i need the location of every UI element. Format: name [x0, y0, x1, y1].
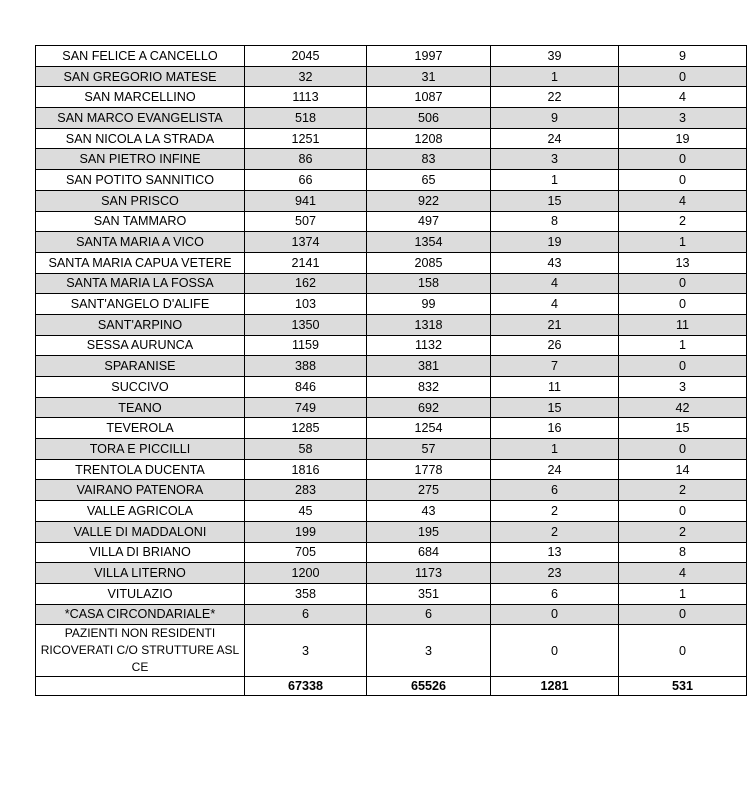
total-cell-3: 1281: [491, 677, 619, 696]
value-cell-4: 0: [619, 604, 747, 625]
value-cell-2: 351: [367, 583, 491, 604]
value-cell-3: 9: [491, 108, 619, 129]
value-cell-1: 941: [245, 190, 367, 211]
value-cell-2: 684: [367, 542, 491, 563]
value-cell-3: 1: [491, 66, 619, 87]
table-row: [36, 273, 747, 294]
value-cell-2: 83: [367, 149, 491, 170]
value-cell-3: 2: [491, 521, 619, 542]
value-cell-2: 6: [367, 604, 491, 625]
value-cell-4: 19: [619, 128, 747, 149]
value-cell-3: 15: [491, 190, 619, 211]
value-cell-2: 922: [367, 190, 491, 211]
value-cell-3: 7: [491, 356, 619, 377]
value-cell-4: 1: [619, 335, 747, 356]
value-cell-4: 0: [619, 273, 747, 294]
value-cell-2: 43: [367, 501, 491, 522]
table-row: [36, 625, 747, 677]
table-row: [36, 563, 747, 584]
municipality-cell: SAN GREGORIO MATESE: [36, 66, 245, 87]
municipality-cell: SAN TAMMARO: [36, 211, 245, 232]
total-cell-1: 67338: [245, 677, 367, 696]
value-cell-1: 45: [245, 501, 367, 522]
value-cell-4: 2: [619, 480, 747, 501]
value-cell-1: 1350: [245, 314, 367, 335]
table-row: [36, 521, 747, 542]
municipality-cell: SANTA MARIA CAPUA VETERE: [36, 252, 245, 273]
municipality-cell: SUCCIVO: [36, 377, 245, 398]
municipality-cell: SAN PIETRO INFINE: [36, 149, 245, 170]
value-cell-3: 23: [491, 563, 619, 584]
value-cell-2: 195: [367, 521, 491, 542]
value-cell-1: 1200: [245, 563, 367, 584]
value-cell-4: 1: [619, 232, 747, 253]
municipality-cell: SAN MARCELLINO: [36, 87, 245, 108]
value-cell-2: 1318: [367, 314, 491, 335]
value-cell-4: 3: [619, 377, 747, 398]
value-cell-1: 1285: [245, 418, 367, 439]
value-cell-1: 705: [245, 542, 367, 563]
value-cell-3: 43: [491, 252, 619, 273]
value-cell-3: 11: [491, 377, 619, 398]
table-row: [36, 190, 747, 211]
municipality-cell: VILLA DI BRIANO: [36, 542, 245, 563]
municipality-cell: SPARANISE: [36, 356, 245, 377]
value-cell-3: 26: [491, 335, 619, 356]
table-row: [36, 542, 747, 563]
value-cell-2: 1354: [367, 232, 491, 253]
value-cell-4: 0: [619, 439, 747, 460]
value-cell-4: 0: [619, 149, 747, 170]
value-cell-2: 506: [367, 108, 491, 129]
value-cell-2: 275: [367, 480, 491, 501]
table-row: [36, 459, 747, 480]
municipality-cell: SANT'ANGELO D'ALIFE: [36, 294, 245, 315]
value-cell-2: 1087: [367, 87, 491, 108]
table-row: [36, 294, 747, 315]
value-cell-3: 4: [491, 273, 619, 294]
value-cell-3: 24: [491, 128, 619, 149]
municipality-cell: SANTA MARIA LA FOSSA: [36, 273, 245, 294]
table-row: [36, 149, 747, 170]
value-cell-4: 9: [619, 46, 747, 67]
value-cell-3: 1: [491, 439, 619, 460]
value-cell-4: 4: [619, 87, 747, 108]
value-cell-4: 0: [619, 625, 747, 677]
value-cell-2: 692: [367, 397, 491, 418]
totals-row: [36, 677, 747, 696]
value-cell-1: 6: [245, 604, 367, 625]
value-cell-3: 16: [491, 418, 619, 439]
municipality-cell: SESSA AURUNCA: [36, 335, 245, 356]
value-cell-2: 158: [367, 273, 491, 294]
value-cell-2: 2085: [367, 252, 491, 273]
table-row: [36, 314, 747, 335]
table-row: [36, 480, 747, 501]
value-cell-1: 1113: [245, 87, 367, 108]
value-cell-2: 65: [367, 170, 491, 191]
municipality-cell: TRENTOLA DUCENTA: [36, 459, 245, 480]
value-cell-4: 13: [619, 252, 747, 273]
value-cell-4: 42: [619, 397, 747, 418]
value-cell-4: 0: [619, 501, 747, 522]
value-cell-3: 1: [491, 170, 619, 191]
value-cell-3: 39: [491, 46, 619, 67]
value-cell-1: 86: [245, 149, 367, 170]
municipality-cell: SAN POTITO SANNITICO: [36, 170, 245, 191]
municipality-cell: VALLE AGRICOLA: [36, 501, 245, 522]
value-cell-4: 4: [619, 190, 747, 211]
municipality-cell: VITULAZIO: [36, 583, 245, 604]
municipality-cell: SANT'ARPINO: [36, 314, 245, 335]
municipality-cell: SANTA MARIA A VICO: [36, 232, 245, 253]
value-cell-3: 2: [491, 501, 619, 522]
value-cell-3: 6: [491, 583, 619, 604]
value-cell-1: 103: [245, 294, 367, 315]
value-cell-1: 749: [245, 397, 367, 418]
value-cell-1: 58: [245, 439, 367, 460]
value-cell-3: 21: [491, 314, 619, 335]
table-row: [36, 252, 747, 273]
municipality-cell: SAN NICOLA LA STRADA: [36, 128, 245, 149]
value-cell-4: 11: [619, 314, 747, 335]
table-row: [36, 583, 747, 604]
value-cell-1: 1251: [245, 128, 367, 149]
table-row: [36, 46, 747, 67]
value-cell-3: 13: [491, 542, 619, 563]
value-cell-1: 1816: [245, 459, 367, 480]
value-cell-3: 15: [491, 397, 619, 418]
value-cell-1: 507: [245, 211, 367, 232]
value-cell-3: 4: [491, 294, 619, 315]
value-cell-1: 32: [245, 66, 367, 87]
table-body: [36, 46, 747, 696]
municipality-cell: TEVEROLA: [36, 418, 245, 439]
value-cell-1: 2141: [245, 252, 367, 273]
value-cell-3: 24: [491, 459, 619, 480]
value-cell-1: 199: [245, 521, 367, 542]
value-cell-4: 8: [619, 542, 747, 563]
municipality-cell: SAN MARCO EVANGELISTA: [36, 108, 245, 129]
value-cell-1: 1374: [245, 232, 367, 253]
municipality-cell: VAIRANO PATENORA: [36, 480, 245, 501]
value-cell-2: 1997: [367, 46, 491, 67]
value-cell-4: 0: [619, 294, 747, 315]
value-cell-4: 0: [619, 66, 747, 87]
table-row: [36, 356, 747, 377]
value-cell-4: 1: [619, 583, 747, 604]
table-row: [36, 418, 747, 439]
municipality-cell: PAZIENTI NON RESIDENTI RICOVERATI C/O STRUTTURE ASL CE: [36, 625, 245, 677]
value-cell-2: 3: [367, 625, 491, 677]
value-cell-2: 99: [367, 294, 491, 315]
value-cell-2: 381: [367, 356, 491, 377]
value-cell-1: 358: [245, 583, 367, 604]
value-cell-4: 4: [619, 563, 747, 584]
value-cell-4: 14: [619, 459, 747, 480]
table-row: [36, 232, 747, 253]
value-cell-1: 846: [245, 377, 367, 398]
value-cell-4: 15: [619, 418, 747, 439]
value-cell-3: 19: [491, 232, 619, 253]
value-cell-1: 3: [245, 625, 367, 677]
table-row: [36, 170, 747, 191]
value-cell-2: 1208: [367, 128, 491, 149]
value-cell-1: 518: [245, 108, 367, 129]
value-cell-3: 0: [491, 625, 619, 677]
value-cell-1: 66: [245, 170, 367, 191]
municipality-cell: VALLE DI MADDALONI: [36, 521, 245, 542]
value-cell-1: 388: [245, 356, 367, 377]
value-cell-2: 1254: [367, 418, 491, 439]
total-cell-4: 531: [619, 677, 747, 696]
municipality-cell: TORA E PICCILLI: [36, 439, 245, 460]
table-row: [36, 501, 747, 522]
municipality-cell: TEANO: [36, 397, 245, 418]
value-cell-1: 1159: [245, 335, 367, 356]
table-row: [36, 108, 747, 129]
value-cell-1: 2045: [245, 46, 367, 67]
table-row: [36, 66, 747, 87]
table-row: [36, 604, 747, 625]
value-cell-3: 6: [491, 480, 619, 501]
municipality-cell: SAN PRISCO: [36, 190, 245, 211]
value-cell-2: 497: [367, 211, 491, 232]
value-cell-3: 22: [491, 87, 619, 108]
table-row: [36, 87, 747, 108]
value-cell-4: 2: [619, 211, 747, 232]
value-cell-4: 0: [619, 356, 747, 377]
value-cell-2: 31: [367, 66, 491, 87]
municipality-cell: SAN FELICE A CANCELLO: [36, 46, 245, 67]
data-table: [35, 45, 747, 696]
table-row: [36, 211, 747, 232]
table-row: [36, 439, 747, 460]
table-row: [36, 377, 747, 398]
totals-label-cell: [36, 677, 245, 696]
value-cell-4: 3: [619, 108, 747, 129]
table-row: [36, 397, 747, 418]
value-cell-4: 2: [619, 521, 747, 542]
table-row: [36, 335, 747, 356]
value-cell-4: 0: [619, 170, 747, 191]
value-cell-1: 162: [245, 273, 367, 294]
value-cell-3: 8: [491, 211, 619, 232]
table-row: [36, 128, 747, 149]
municipality-cell: *CASA CIRCONDARIALE*: [36, 604, 245, 625]
value-cell-3: 3: [491, 149, 619, 170]
value-cell-3: 0: [491, 604, 619, 625]
municipality-cell: VILLA LITERNO: [36, 563, 245, 584]
value-cell-1: 283: [245, 480, 367, 501]
value-cell-2: 57: [367, 439, 491, 460]
value-cell-2: 1778: [367, 459, 491, 480]
total-cell-2: 65526: [367, 677, 491, 696]
value-cell-2: 1173: [367, 563, 491, 584]
value-cell-2: 832: [367, 377, 491, 398]
value-cell-2: 1132: [367, 335, 491, 356]
